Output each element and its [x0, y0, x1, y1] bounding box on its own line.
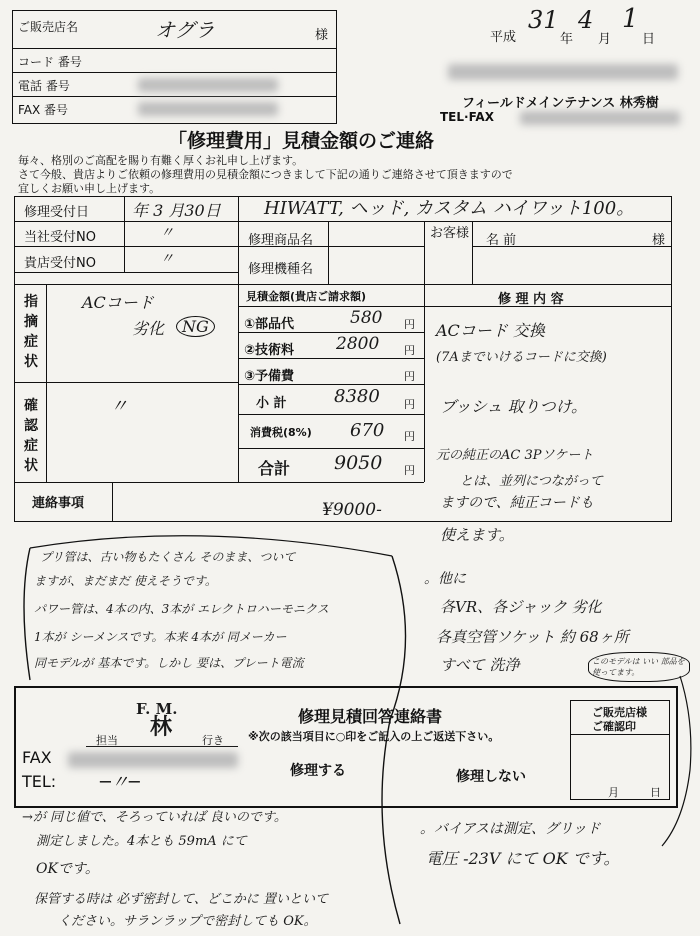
symptom-hand-1: ACコード [82, 293, 154, 312]
intro-line-1: 毎々、格別のご高配を賜り有難く厚くお礼申し上げます。 [18, 154, 304, 167]
note-left-3: パワー管は、4本の内、3本が エレクトロハーモニクス [34, 602, 329, 616]
contact-hand-2: 使えます。 [440, 526, 514, 544]
note-right-4: すべて 洗浄 [440, 656, 520, 674]
company-name: フィールドメインテナンス 林秀樹 [462, 96, 659, 111]
subtotal-label: 小 計 [256, 396, 287, 411]
estimate-header: 見積金額(貴店ご請求額) [246, 290, 367, 303]
reply-fax-label: FAX [22, 748, 52, 767]
symptom-label: 指摘症状 [24, 294, 38, 370]
stamp-day: 日 [650, 786, 661, 799]
date-year-unit: 年 [560, 32, 574, 47]
tax-value: 670 [350, 420, 385, 441]
tech-yen: 円 [404, 344, 415, 357]
option-repair[interactable]: 修理する [290, 763, 346, 779]
tanto-label: 担当 [96, 734, 118, 747]
date-month-unit: 月 [598, 32, 612, 47]
reserve-label: ③予備費 [244, 369, 295, 384]
repair-hand-2: (7Aまでいけるコードに交換) [436, 350, 607, 365]
parts-value: 580 [350, 308, 383, 328]
repair-hand-5: とは、並列につながって [460, 474, 603, 489]
received-value: 年 3 月30日 [132, 201, 221, 220]
parts-label: ①部品代 [244, 317, 295, 332]
note-left-4: 1本が シーメンスです。本来 4本が 同メーカー [34, 630, 287, 644]
stamp-label-2: ご確認印 [592, 720, 636, 733]
our-no-dash: 〃 [160, 225, 174, 241]
bottom-2: 測定しました。4本とも 59mA にて [36, 834, 247, 849]
final-price: ¥9000- [322, 500, 382, 520]
confirm-label: 確認症状 [24, 398, 38, 474]
total-label: 合計 [258, 459, 291, 478]
customer-label: お客様 [430, 226, 470, 241]
subtotal-yen: 円 [404, 398, 415, 411]
contact-hand-1: ますので、純正コードも [440, 495, 594, 511]
reply-fax-redacted [68, 752, 238, 768]
item-label: 修理商品名 [248, 233, 314, 248]
phone-label: 電話 番号 [18, 79, 70, 93]
option-no-repair[interactable]: 修理しない [456, 769, 526, 785]
repair-header: 修 理 内 容 [498, 292, 564, 307]
note-right-3: 各真空管ソケット 約 68ヶ所 [436, 628, 629, 646]
total-value: 9050 [334, 452, 383, 474]
tax-yen: 円 [404, 430, 415, 443]
reply-instruction: ※次の該当項目に○印をご記入の上ご返送下さい。 [248, 730, 500, 743]
stamp-month: 月 [608, 786, 619, 799]
note-right-1: 。他に [424, 571, 466, 587]
subtotal-value: 8380 [334, 386, 380, 407]
shop-name-label: ご販売店名 [18, 20, 79, 34]
phone-redacted [138, 78, 278, 92]
name-honorific: 様 [652, 233, 666, 248]
bottom-5: ください。サランラップで密封しても OK。 [58, 914, 317, 929]
received-label: 修理受付日 [24, 205, 90, 220]
date-era: 平成 [490, 30, 517, 45]
fax-redacted [138, 102, 278, 116]
bottom-1: →が 同じ値で、そろっていれば 良いのです。 [22, 810, 287, 825]
note-right-5: このモデルは いい 部品を使ってます。 [588, 652, 690, 682]
confirm-hand: 〃 [110, 396, 128, 417]
repair-hand-4: 元の純正のAC 3Pソケート [436, 448, 594, 463]
stamp-label-1: ご販売店様 [592, 706, 647, 719]
bottom-right-2: 電圧 -23V にて OK です。 [426, 849, 620, 868]
shop-no-label: 貴店受付NO [24, 256, 96, 271]
reply-tel-dashes: ─〃─ [100, 772, 140, 793]
fax-label: FAX 番号 [18, 103, 69, 117]
reserve-yen: 円 [404, 370, 415, 383]
telfax-redacted [520, 111, 680, 125]
reply-tel-label: TEL: [22, 772, 57, 791]
intro-line-2: さて今般、貴店よりご依頼の修理費用の見積金額につきまして下記の通りご連絡させて頂きますので [18, 168, 513, 181]
tanto-value: 林 [150, 714, 173, 740]
note-left-1: プリ管は、古い物もたくさん そのまま、ついて [40, 550, 296, 564]
note-right-2: 各VR、各ジャック 劣化 [440, 598, 602, 616]
note-left-5: 同モデルが 基本です。しかし 要は、プレート電流 [34, 656, 304, 670]
intro-line-3: 宜しくお願い申し上げます。 [18, 182, 161, 195]
symptom-ng: NG [176, 316, 215, 337]
repair-hand-3: ブッシュ 取りつけ。 [440, 397, 588, 416]
telfax-label: TEL·FAX [440, 110, 494, 124]
bottom-3: OKです。 [36, 861, 99, 877]
code-label: コード 番号 [18, 55, 82, 69]
shop-no-dash: 〃 [160, 251, 174, 267]
parts-yen: 円 [404, 318, 415, 331]
date-year: 31 [528, 6, 559, 34]
repair-hand-1: ACコード 交換 [436, 321, 545, 340]
shop-name-value: オグラ [155, 18, 215, 42]
date-day-unit: 日 [642, 32, 656, 47]
company-address-redacted [448, 64, 678, 80]
product-handwritten: HIWATT, ヘッド, カスタム ハイワット100。 [264, 198, 635, 219]
symptom-hand-2: 劣化 [132, 319, 165, 338]
total-yen: 円 [404, 464, 415, 477]
model-label: 修理機種名 [248, 262, 314, 277]
contact-label: 連絡事項 [32, 496, 85, 511]
reply-title: 修理見積回答連絡書 [298, 707, 443, 726]
page-title: 「修理費用」見積金額のご連絡 [168, 130, 435, 152]
reply-fm: F. M. [136, 700, 178, 718]
tax-label: 消費税(8%) [250, 426, 312, 439]
bottom-right-1: 。バイアスは測定、グリッド [420, 821, 601, 837]
tech-label: ②技術料 [244, 343, 295, 358]
shop-honorific: 様 [315, 28, 329, 43]
date-day: 1 [622, 4, 639, 34]
note-left-2: ますが、まだまだ 使えそうです。 [34, 574, 217, 588]
tech-value: 2800 [336, 334, 380, 354]
our-no-label: 当社受付NO [24, 230, 96, 245]
iki-label: 行き [202, 734, 224, 747]
name-label: 名 前 [486, 233, 517, 248]
date-month: 4 [578, 6, 594, 34]
bottom-4: 保管する時は 必ず密封して、どこかに 置いといて [34, 892, 329, 907]
